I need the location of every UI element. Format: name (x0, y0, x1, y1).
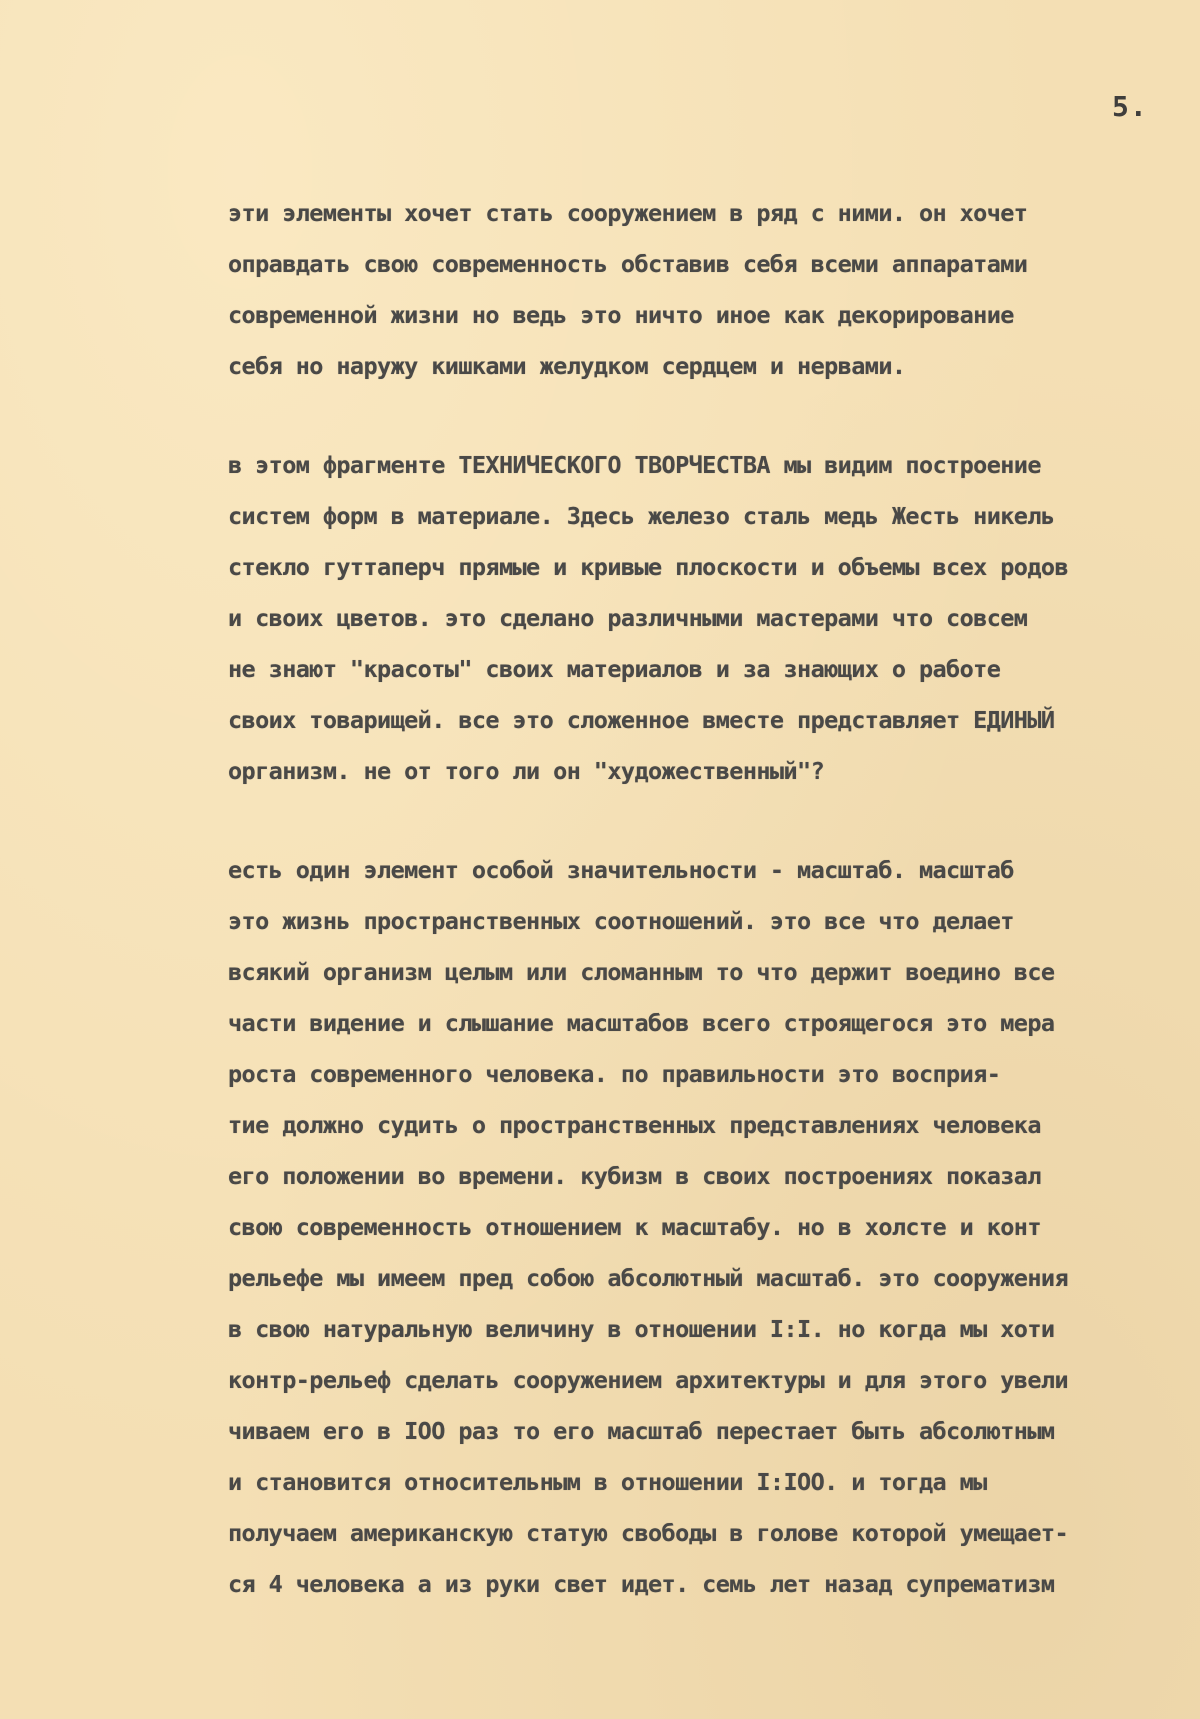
text-line: организм. не от того ли он "художественный"? (228, 757, 825, 785)
paragraph-1 (228, 188, 1198, 392)
text-line: современной жизни но ведь это ничто иное как декорирование (228, 301, 1014, 329)
text-line: и становится относительным в отношении I:IOO. и тогда мы (228, 1468, 987, 1496)
text-line: систем форм в материале. Здесь железо сталь медь Жесть никель (228, 502, 1055, 530)
text-line: тие должно судить о пространственных представлениях человека (228, 1111, 1041, 1139)
text-line: рельефе мы имеем пред собою абсолютный масштаб. это сооружения (228, 1264, 1068, 1292)
text-line: части видение и слышание масштабов всего строящегося это мера (228, 1009, 1055, 1037)
text-line: себя но наружу кишками желудком сердцем и нервами. (228, 352, 906, 380)
text-line: и своих цветов. это сделано различными мастерами что совсем (228, 604, 1028, 632)
text-line: стекло гуттаперч прямые и кривые плоскости и объемы всех родов (228, 553, 1068, 581)
text-line: его положении во времени. кубизм в своих построениях показал (228, 1162, 1041, 1190)
text-line: эти элементы хочет стать сооружением в ряд с ними. он хочет (228, 199, 1028, 227)
text-line: свою современность отношением к масштабу. но в холсте и конт (228, 1213, 1041, 1241)
paragraph-2 (228, 440, 1198, 797)
text-line: не знают "красоты" своих материалов и за знающих о работе (228, 655, 1001, 683)
text-line: ся 4 человека а из руки свет идет. семь лет назад супрематизм (228, 1570, 1055, 1598)
text-line: в свою натуральную величину в отношении I:I. но когда мы хоти (228, 1315, 1055, 1343)
page-number: 5. (1112, 90, 1148, 123)
text-line: контр-рельеф сделать сооружением архитектуры и для этого увели (228, 1366, 1068, 1394)
text-line: чиваем его в IOO раз то его масштаб перестает быть абсолютным (228, 1417, 1055, 1445)
text-line: это жизнь пространственных соотношений. это все что делает (228, 907, 1014, 935)
text-line: роста современного человека. по правильности это восприя- (228, 1060, 1001, 1088)
text-line: есть один элемент особой значительности - масштаб. масштаб (228, 856, 1014, 884)
text-line: оправдать свою современность обставив себя всеми аппаратами (228, 250, 1028, 278)
text-line: всякий организм целым или сломанным то что держит воедино все (228, 958, 1055, 986)
text-line: получаем американскую статую свободы в голове которой умещает- (228, 1519, 1068, 1547)
text-line: в этом фрагменте ТЕХНИЧЕСКОГО ТВОРЧЕСТВА мы видим построение (228, 451, 1041, 479)
text-line: своих товарищей. все это сложенное вместе представляет ЕДИНЫЙ (228, 706, 1055, 734)
paragraph-3 (228, 845, 1198, 1610)
